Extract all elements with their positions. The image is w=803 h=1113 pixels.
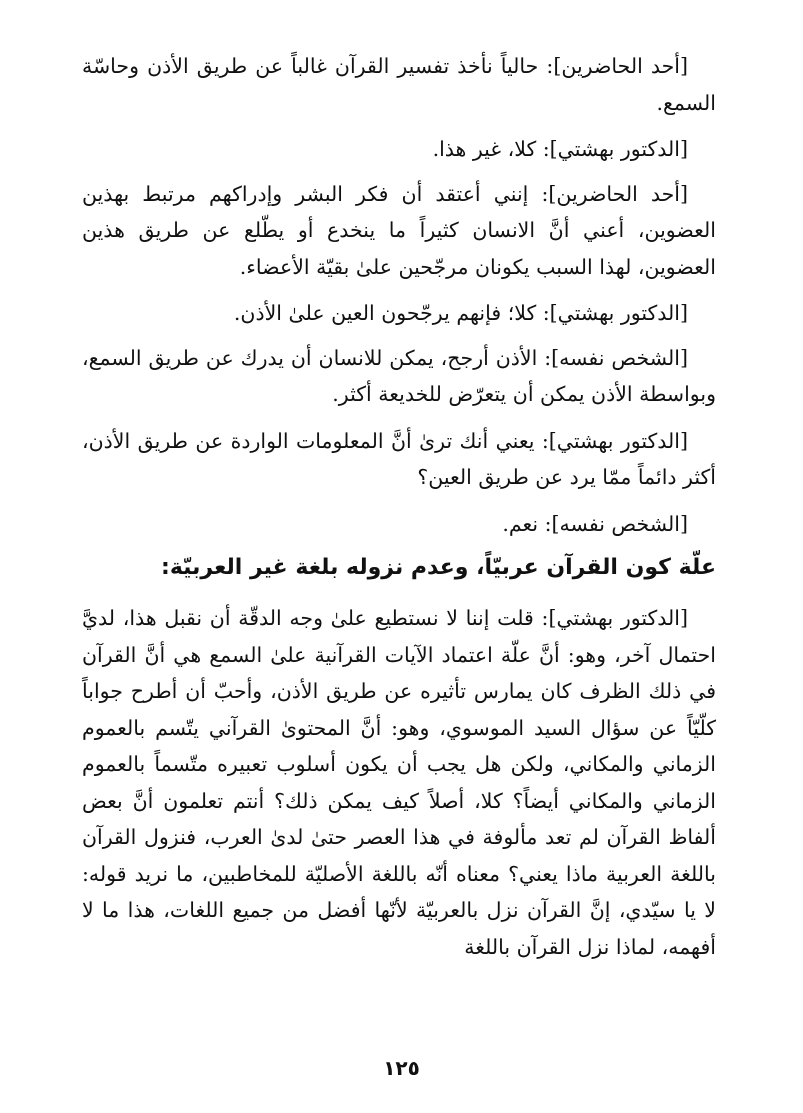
section-heading: علّة كون القرآن عربيّاً، وعدم نزوله بلغة غير العربيّة: — [161, 555, 716, 580]
dialogue-paragraph-3: [أحد الحاضرين]: إنني أعتقد أن فكر البشر وإدراكهم مرتبط بهذين العضوين، أعني أنَّ الانسان كثيراً ما ينخدع أو يطّلع عن طريق هذين العضوين، لهذا السبب يكونان مرجّحين علىٰ بقيّة الأعضاء. — [82, 181, 716, 279]
dialogue-paragraph-4: [الدكتور بهشتي]: كلا؛ فإنهم يرجّحون العين علىٰ الأذن. — [233, 301, 688, 325]
dialogue-paragraph-2: [الدكتور بهشتي]: كلا، غير هذا. — [432, 137, 688, 161]
section-paragraph: [الدكتور بهشتي]: قلت إننا لا نستطيع علىٰ وجه الدقّة أن نقبل هذا، لديَّ احتمال آخر، وهو: أنَّ علّة اعتماد الآيات القرآنية علىٰ السمع هي أنَّ القرآن في ذلك الظرف كان يمارس تأثيره عن طريق الأذن، وأحبّ أن أطرح جواباً كلّيّاً عن سؤال السيد الموسوي، وهو: أنَّ المحتوىٰ القرآني يتّسم بالعموم الزماني والمكاني، ولكن هل يجب أن يكون أسلوب تعبيره متّسماً بالعموم الزماني والمكاني أيضاً؟ كلا، أصلاً كيف يمكن ذلك؟ أنتم تعلمون أنَّ بعض ألفاظ القرآن لم تعد مألوفة في هذا العصر حتىٰ لدىٰ العرب، فنزول القرآن باللغة العربية ماذا يعني؟ معناه أنّه باللغة الأصليّة للمخاطبين، ما نريد قوله: لا يا سيّدي، إنَّ القرآن نزل بالعربيّة لأنّها أفضل من جميع اللغات، هذا ما لا أفهمه، لماذا نزل القرآن باللغة — [82, 606, 716, 959]
page-number: ١٢٥ — [383, 1056, 420, 1080]
dialogue-paragraph-7: [الشخص نفسه]: نعم. — [502, 511, 688, 536]
dialogue-paragraph-6: [الدكتور بهشتي]: يعني أنك ترىٰ أنَّ المعلومات الواردة عن طريق الأذن، أكثر دائماً ممّا يرد عن طريق العين؟ — [82, 428, 716, 489]
dialogue-paragraph-5: [الشخص نفسه]: الأذن أرجح، يمكن للانسان أن يدرك عن طريق السمع، وبواسطة الأذن يمكن أن يتعرّض للخديعة أكثر. — [82, 345, 716, 406]
page-body — [82, 48, 716, 975]
dialogue-paragraph-1: [أحد الحاضرين]: حالياً نأخذ تفسير القرآن غالباً عن طريق الأذن وحاسّة السمع. — [82, 54, 716, 115]
